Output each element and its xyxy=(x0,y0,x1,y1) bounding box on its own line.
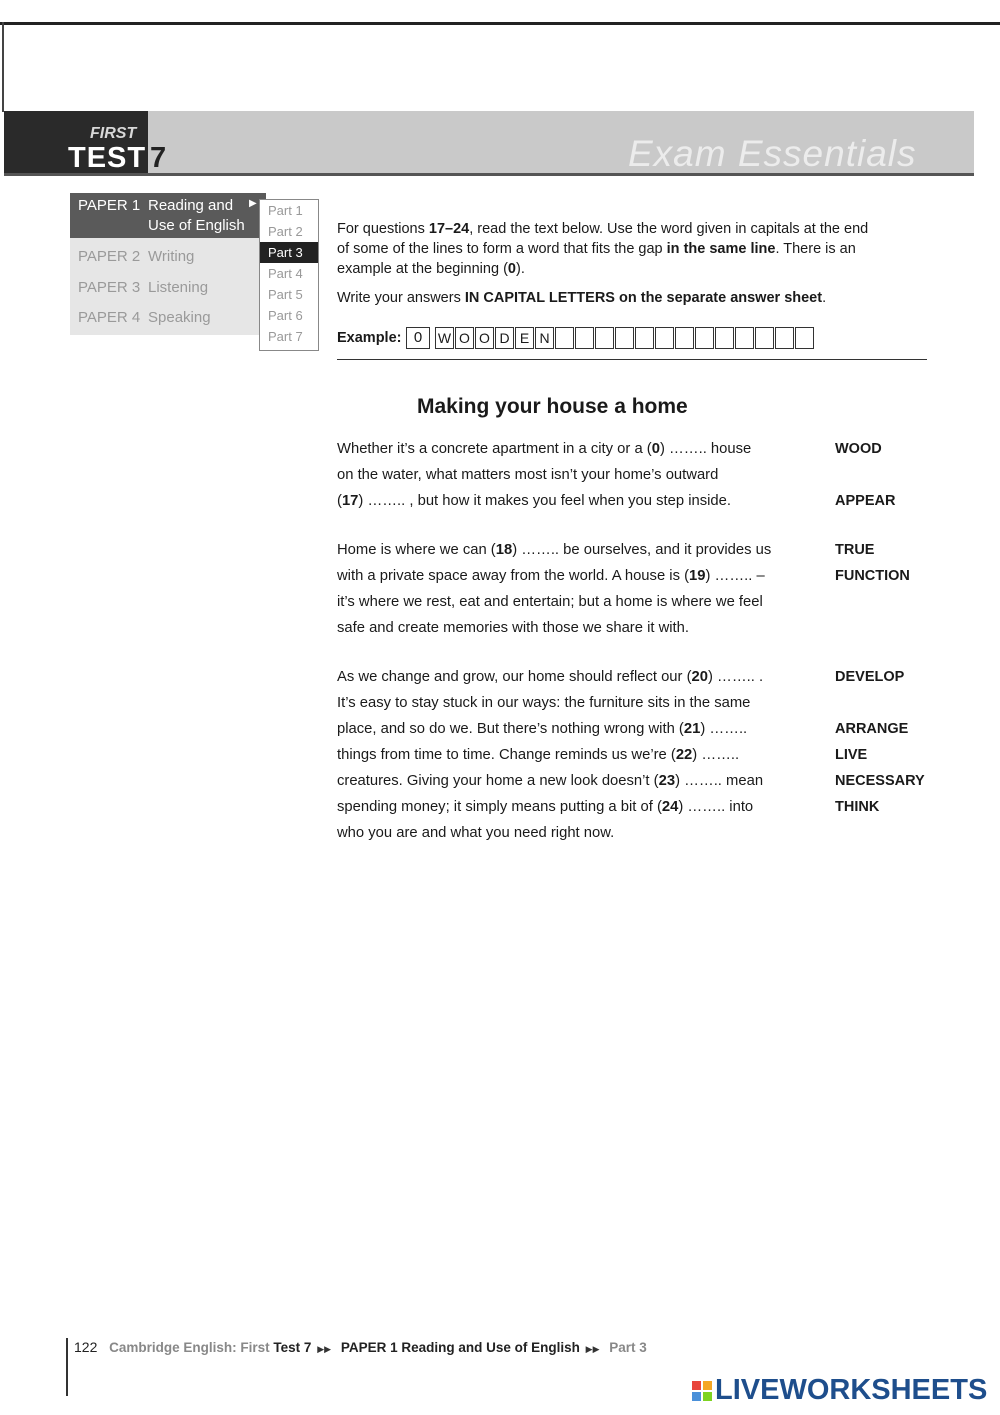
text-line: things from time to time. Change reminds us we’re (22) …….. xyxy=(337,747,740,763)
part-menu xyxy=(259,199,319,351)
keyword: TRUE xyxy=(835,542,875,558)
footer-test: Test 7 xyxy=(273,1340,312,1355)
example-number-box: 0 xyxy=(406,327,430,349)
test-label: TEST xyxy=(68,142,147,174)
keyword: ARRANGE xyxy=(835,721,909,737)
page-number: 122 xyxy=(74,1339,98,1355)
answer-box xyxy=(795,327,814,349)
footer-paper-title: Reading and Use of English xyxy=(401,1340,580,1355)
text-line: spending money; it simply means putting a bit of (24) …….. into xyxy=(337,799,754,815)
answer-box: O xyxy=(455,327,474,349)
paper-number: PAPER 2 xyxy=(78,248,141,265)
footer-part: Part 3 xyxy=(609,1340,647,1355)
test-number: 7 xyxy=(150,142,167,174)
answer-box: E xyxy=(515,327,534,349)
keyword: LIVE xyxy=(835,747,868,763)
answer-box xyxy=(655,327,674,349)
part-item-6[interactable]: Part 6 xyxy=(268,308,303,323)
divider xyxy=(337,359,927,360)
text-line: it’s where we rest, eat and entertain; but a home is where we feel xyxy=(337,594,763,610)
text-title: Making your house a home xyxy=(417,395,688,418)
paper-item-4[interactable] xyxy=(70,309,266,329)
answer-box xyxy=(595,327,614,349)
part-item-2[interactable]: Part 2 xyxy=(268,224,303,239)
part-item-3[interactable]: Part 3 xyxy=(260,242,318,263)
text-line: who you are and what you need right now. xyxy=(337,825,615,841)
text-line: with a private space away from the world. A house is (19) …….. – xyxy=(337,568,765,584)
answer-box: O xyxy=(475,327,494,349)
page-left-border xyxy=(2,22,4,112)
paper-title: Listening xyxy=(148,279,209,296)
text-line: on the water, what matters most isn’t your home’s outward xyxy=(337,467,719,483)
text-line: Whether it’s a concrete apartment in a city or a (0) …….. house xyxy=(337,441,752,457)
answer-box: N xyxy=(535,327,554,349)
text-line: safe and create memories with those we share it with. xyxy=(337,620,689,636)
text-line: creatures. Giving your home a new look doesn’t (23) …….. mean xyxy=(337,773,764,789)
page-footer xyxy=(74,1339,647,1355)
keyword: THINK xyxy=(835,799,880,815)
text-line: As we change and grow, our home should reflect our (20) …….. . xyxy=(337,669,764,685)
first-label: FIRST xyxy=(90,125,137,142)
part-item-1[interactable]: Part 1 xyxy=(268,203,303,218)
part-item-7[interactable]: Part 7 xyxy=(268,329,303,344)
example-answer-boxes xyxy=(406,327,815,349)
answer-box xyxy=(635,327,654,349)
part-item-4[interactable]: Part 4 xyxy=(268,266,303,281)
text-line: Home is where we can (18) …….. be ourselves, and it provides us xyxy=(337,542,772,558)
keyword: WOOD xyxy=(835,441,882,457)
footer-paper: PAPER 1 xyxy=(340,1340,398,1355)
answer-box xyxy=(675,327,694,349)
keyword: FUNCTION xyxy=(835,568,910,584)
logo-grid-icon xyxy=(692,1381,712,1401)
logo-text: LIVEWORKSHEETS xyxy=(715,1374,988,1406)
answer-box xyxy=(755,327,774,349)
double-triangle-icon: ▶▶ xyxy=(585,1344,600,1354)
double-triangle-icon: ▶▶ xyxy=(317,1344,332,1354)
paper-title-line2: Use of English xyxy=(148,217,245,234)
answer-box xyxy=(735,327,754,349)
text-line: (17) …….. , but how it makes you feel when you step inside. xyxy=(337,493,731,509)
keyword: APPEAR xyxy=(835,493,896,509)
answer-box xyxy=(615,327,634,349)
example-label: Example: xyxy=(337,330,402,346)
instructions: For questions 17–24, read the text below. Use the word given in capitals at the end of some of the lines to form a word that fits the gap in the same line. There is an example at the beginning (0). xyxy=(337,221,869,277)
triangle-right-icon: ▶ xyxy=(249,198,257,209)
keyword: DEVELOP xyxy=(835,669,905,685)
footer-series: Cambridge English: First xyxy=(109,1340,270,1355)
answer-box xyxy=(715,327,734,349)
brand-title: Exam Essentials xyxy=(628,133,917,174)
keyword: NECESSARY xyxy=(835,773,925,789)
paper-item-1[interactable] xyxy=(70,193,266,238)
paper-number: PAPER 3 xyxy=(78,279,141,296)
paper-number: PAPER 4 xyxy=(78,309,141,326)
answer-instructions: Write your answers IN CAPITAL LETTERS on the separate answer sheet. xyxy=(337,290,827,306)
answer-box xyxy=(575,327,594,349)
paper-item-3[interactable] xyxy=(70,279,266,299)
paper-title: Writing xyxy=(148,248,195,265)
text-line: It’s easy to stay stuck in our ways: the furniture sits in the same xyxy=(337,695,751,711)
paper-item-2[interactable] xyxy=(70,248,266,268)
footer-bar xyxy=(66,1338,68,1396)
paper-title: Speaking xyxy=(148,309,211,326)
paper-title: Reading and xyxy=(148,197,234,214)
part-item-5[interactable]: Part 5 xyxy=(268,287,303,302)
answer-box xyxy=(555,327,574,349)
answer-box: W xyxy=(435,327,454,349)
paper-number: PAPER 1 xyxy=(78,197,141,214)
text-line: place, and so do we. But there’s nothing wrong with (21) …….. xyxy=(337,721,748,737)
answer-box: D xyxy=(495,327,514,349)
liveworksheets-logo xyxy=(692,1374,987,1407)
page-top-border xyxy=(0,22,1000,25)
answer-box xyxy=(775,327,794,349)
answer-box xyxy=(695,327,714,349)
